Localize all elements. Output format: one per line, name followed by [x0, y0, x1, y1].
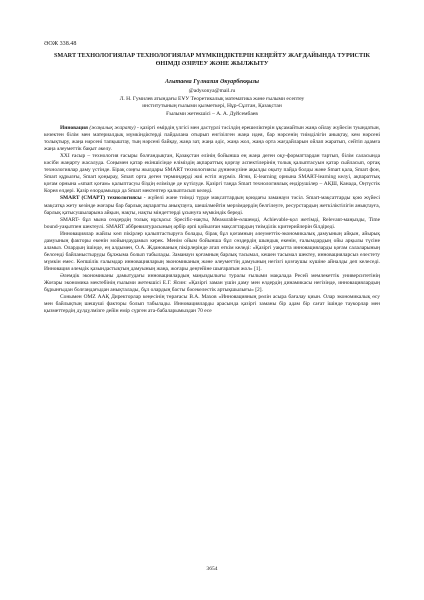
body-text: [44, 125, 380, 315]
paragraph-text: SMART- бұл мына сөздердің толық нұсқасы: Specific-нақты, Measurable-өлшемді, Achievable-қол жетімді, Relevant-маңызды, Time bound-уақытпен шектеулі. SMART аббревиатурасының әрбір әрпі қойылған мақсаттардың тиімділік критерийлерін білдіреді.: [44, 216, 380, 230]
paragraph-text: Сонымен OMZ ААҚ Директорлар кеңесінің төрағасы В.А. Махов «Инновацияның рөлін асыра бағалау қиын. Олар экономикалық өсу мен байлықтың шешуші факторы болып табылады. Инновацияларды арасында қазіргі заманы бір адам бір сағат ішінде таукорлар мен қызметтердің дүлдүлмізге дейін емір сүрген ата-бабаларымыздан 70 есе: [44, 294, 380, 315]
term-innovation-gloss: (жаңалық жарату): [87, 125, 136, 131]
page-number: 3654: [206, 566, 218, 572]
affiliation-line-2: институтының ғылыми қызметкері, Нұр-Сұлтан, Қазақстан: [142, 103, 282, 110]
author-name: Агытаева Гүлназия Әкуарбекқызы: [164, 79, 260, 85]
paragraph-yasin: [44, 273, 380, 294]
term-smart: SMART (СМАРТ) технологиясы: [60, 195, 142, 202]
udc-code: ӘОЖ 338.48: [44, 41, 77, 47]
term-innovation: Инновация: [60, 125, 88, 131]
author-meta: [44, 88, 380, 118]
paragraph-xxi-century: [44, 153, 380, 195]
paragraph-text: XXI ғасыр – технология ғасыры болғандықтан, Қазақстан елінің бойынша ең жаңа деген оқу-форматтардан тартып, білім саласында кәсіби жаңарту жасалуда. Соңымен қатар екіншісінде еліміздің ақпараттық қорғау аспектілерінің толық қалыптасуын қатар сыйласып, ортақ технологиялар даму үстінде. Бірақ соңғы жылдары SMART технологиясы дүниежүзіне ақылды оқыту пайда болды және Smart қала, Smart фон, Smart құрылғы, Smart қоңырау, Smart орта деген терминдерді жиі естіп жүрміз. Ягни, E-learning орнына SMART-learning келуі, ақпараттық қоғам орнына «smart қоғам» қалыптасуы біздің елімізде де күтілуде. Қазіргі таңда Smart технологиялық ендірушілер – АҚШ, Канада, Оңтүстік Корея елдері. Қазір елордамызда да Smart мектептер қалыптасып келеді.: [44, 153, 380, 195]
paragraph-smart-acronym: [44, 217, 380, 231]
paragraph-text: Әлемдік экономиканы дамытудағы инновациялардың маңыздылығы туралы ғылыми мақалада Ресей мемлекеттік университетінің Жоғары экономика мектебінің ғылыми жетекшісі Е.Г. Ясин: «Қазіргі заман үшін даму мен елдердің динамикасы негізінде, инновациялардың бұрынғыдан болғандағыдан анықталады, бұл олардың басты бәсекелестік артықшылығы» [2].: [44, 272, 380, 294]
paragraph-innovation: [44, 125, 380, 153]
paragraph-text: - қазіргі өмірдің үлгісі мен дастүрлі тәсілдің ерешеліктерін ұқсамайтын жаңа ойлау жүйесін туындатын, кезектен білім мен материалдық мүмкіндіктерді пайдалана отырып енгізілген жаңа идея, бар нәрсенің тиімділігін анықтау, кем нәрсені толықтыру, жаңа нәрсені тапқыштау, тың нәрсені байқау, жаңа зат, жаңа әдіс, жаңа жол, жаңа орта жағдайларын ойлап жаратып, сейтіп адамға жаңа әлеуметтік бақыт әкелу.: [44, 125, 380, 153]
affiliation-line-1: Л. Н. Гумилев атындағы ЕҰУ Теоретикалық математика және ғылыми есептеу: [119, 95, 305, 102]
paragraph-zhdanova: [44, 231, 380, 273]
author-email: @adysonya@mail.ru: [188, 88, 236, 94]
supervisor-line: Ғылыми жетекшісі – А. А. Дүйсембаев: [166, 110, 258, 117]
paragraph-text: - жүйелі және тиімді түрде мақсаттардың қоюдағы заманауи тәсіл. Smart-мақсаттарды қою жүйесі мақсатқа жету кезінде жоғары бар барлық ақпаратты анықтауға, шешілмейтін мерзімдердің белгілеуге, ресурстардың жеткіліктілігін анықтауға, барлық қатысушыларына айқын, нақты, нақты міндеттерді ұсынуға мүмкіндік береді.: [44, 195, 380, 216]
paragraph-smart-definition: [44, 195, 380, 216]
paper-title: SMART ТЕХНОЛОГИЯЛАР ТЕХНОЛОГИЯЛАР МҮМКІНДІКТЕРІН КЕҢЕЙТУ ЖАҒДАЙЫНДА ТУРИСТІК ӨНІМДІ ӘЗІРЛЕУ ЖӘНЕ ЖЫЛЖЫТУ: [53, 52, 371, 67]
paragraph-text: Инновациялар жайлы көп пікірлер қалыптастыруға болады, бірақ бұл қоғамның әлеуметтік-экономикалық дамуының айқын, айырық дамуының факторы екенін мойындаудамыз керек. Менім ойым бойынша бұл сөздердің шындық екенін, ғалымдардың ойы арқылы түсіне аламыз. Олардың ішінде, ең алдымен, О.А. Жданованың пікірлерінде атап өткім келеді: «Қазіргі уақытта инновацияларды қоғам салаларының белсенді байланыстыруды бұлжыма болып табылады. Заманауи қоғамның барлық тасымал, кешен тасымал шектеу, инновацияларсыз елестету мүмкін емес. Көпшілік ғалымдар инновацияларың экономиканың және әлеуметтің дамуының негізгі қозғаушы күшіне айналды деп келеседі. Инновация әлемдік қазындастықтың дамуының жаңа, жоғары деңгейіне шығаратын жол» [1].: [44, 230, 380, 272]
paragraph-makhov: [44, 294, 380, 315]
